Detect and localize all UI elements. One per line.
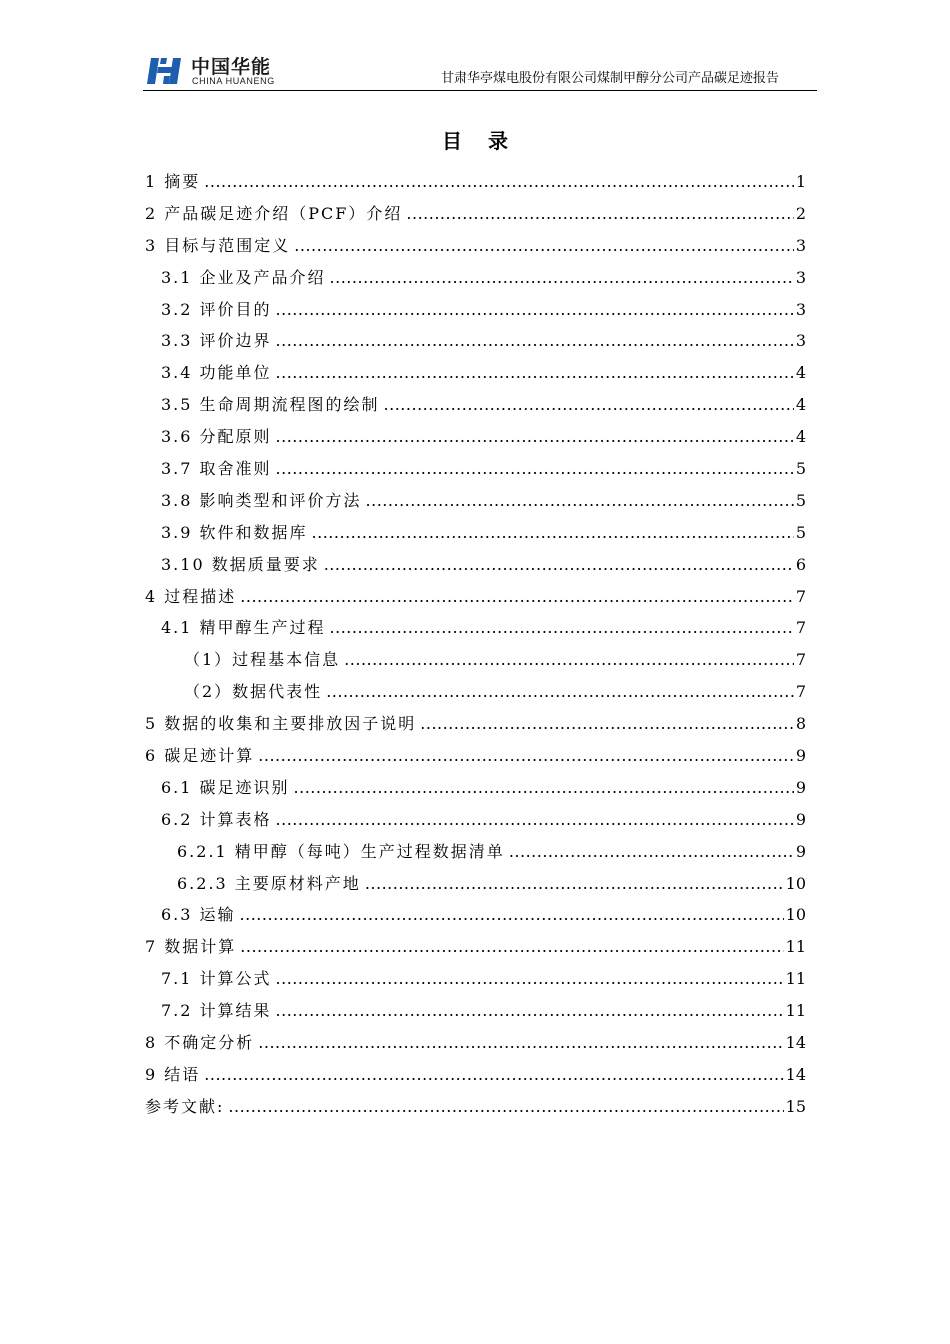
toc-entry-page: 9 bbox=[795, 809, 806, 829]
toc-entry-label: （1）过程基本信息 bbox=[184, 650, 341, 670]
toc-entry[interactable] bbox=[145, 966, 806, 998]
toc-entry[interactable] bbox=[145, 998, 806, 1030]
report-header-title: 甘肃华亭煤电股份有限公司煤制甲醇分公司产品碳足迹报告 bbox=[440, 71, 779, 86]
toc-entry-page: 11 bbox=[785, 969, 806, 989]
toc-leader-dots bbox=[276, 331, 794, 350]
huaneng-logo-icon bbox=[147, 54, 185, 88]
toc-leader-dots bbox=[420, 714, 794, 733]
toc-leader-dots bbox=[365, 874, 784, 893]
toc-entry-label: 7.2 计算结果 bbox=[161, 1001, 272, 1021]
toc-entry[interactable] bbox=[145, 902, 806, 934]
toc-entry-page: 7 bbox=[795, 650, 806, 670]
toc-entry-label: 3.10 数据质量要求 bbox=[161, 554, 320, 574]
toc-entry-page: 10 bbox=[785, 873, 806, 893]
toc-entry-label: 4 过程描述 bbox=[145, 586, 237, 606]
toc-entry-page: 14 bbox=[785, 1033, 806, 1053]
toc-leader-dots bbox=[276, 363, 794, 382]
toc-entry-page: 7 bbox=[795, 682, 806, 702]
logo-chinese-text: 中国华能 bbox=[191, 56, 272, 78]
toc-entry[interactable] bbox=[145, 520, 806, 552]
toc-leader-dots bbox=[276, 300, 794, 319]
toc-leader-dots bbox=[330, 268, 794, 287]
toc-entry[interactable] bbox=[145, 201, 806, 233]
toc-leader-dots bbox=[294, 236, 794, 255]
toc-entry-page: 3 bbox=[795, 331, 806, 351]
toc-entry-label: 3.7 取舍准则 bbox=[161, 459, 272, 479]
toc-leader-dots bbox=[276, 427, 794, 446]
toc-entry[interactable] bbox=[145, 1062, 806, 1094]
toc-leader-dots bbox=[344, 650, 794, 669]
toc-entry-label: 7 数据计算 bbox=[145, 937, 237, 957]
toc-leader-dots bbox=[406, 204, 793, 223]
toc-entry[interactable] bbox=[145, 488, 806, 520]
toc-leader-dots bbox=[240, 937, 783, 956]
toc-leader-dots bbox=[204, 172, 794, 191]
toc-title: 目录 bbox=[442, 129, 534, 153]
toc-entry-page: 2 bbox=[795, 203, 806, 223]
toc-entry-label: 3.6 分配原则 bbox=[161, 427, 272, 447]
toc-entry-page: 7 bbox=[795, 618, 806, 638]
toc-entry-page: 4 bbox=[795, 395, 806, 415]
toc-entry[interactable] bbox=[145, 615, 806, 647]
toc-leader-dots bbox=[258, 746, 794, 765]
toc-leader-dots bbox=[384, 395, 794, 414]
toc-entry-page: 3 bbox=[795, 299, 806, 319]
toc-entry[interactable] bbox=[145, 584, 806, 616]
toc-leader-dots bbox=[294, 778, 794, 797]
toc-entry-page: 11 bbox=[785, 1001, 806, 1021]
toc-entry[interactable] bbox=[145, 297, 806, 329]
toc-entry-page: 6 bbox=[795, 554, 806, 574]
toc-entry-label: 参考文献: bbox=[145, 1096, 225, 1116]
toc-entry-label: 3.9 软件和数据库 bbox=[161, 522, 308, 542]
table-of-contents bbox=[145, 169, 806, 1126]
toc-entry[interactable] bbox=[145, 679, 806, 711]
toc-entry-page: 14 bbox=[785, 1064, 806, 1084]
toc-leader-dots bbox=[276, 459, 794, 478]
toc-entry-label: 5 数据的收集和主要排放因子说明 bbox=[145, 714, 417, 734]
toc-entry-label: 3.8 影响类型和评价方法 bbox=[161, 490, 362, 510]
toc-entry-label: 6.1 碳足迹识别 bbox=[161, 777, 290, 797]
toc-entry-page: 9 bbox=[795, 777, 806, 797]
toc-entry[interactable] bbox=[145, 328, 806, 360]
toc-entry[interactable] bbox=[145, 265, 806, 297]
toc-leader-dots bbox=[366, 491, 794, 510]
toc-leader-dots bbox=[509, 842, 794, 861]
toc-entry-page: 3 bbox=[795, 235, 806, 255]
toc-entry[interactable] bbox=[145, 233, 806, 265]
toc-entry[interactable] bbox=[145, 360, 806, 392]
toc-leader-dots bbox=[312, 523, 794, 542]
toc-entry-page: 8 bbox=[795, 714, 806, 734]
toc-entry[interactable] bbox=[145, 1094, 806, 1126]
toc-leader-dots bbox=[228, 1097, 783, 1116]
toc-entry-label: 6.2.3 主要原材料产地 bbox=[177, 873, 361, 893]
toc-entry[interactable] bbox=[145, 871, 806, 903]
toc-entry-page: 9 bbox=[795, 746, 806, 766]
toc-entry-label: 2 产品碳足迹介绍（PCF）介绍 bbox=[145, 203, 403, 223]
toc-entry[interactable] bbox=[145, 1030, 806, 1062]
toc-entry-label: 4.1 精甲醇生产过程 bbox=[161, 618, 326, 638]
toc-entry[interactable] bbox=[145, 743, 806, 775]
toc-entry-page: 7 bbox=[795, 586, 806, 606]
toc-entry-label: 3.3 评价边界 bbox=[161, 331, 272, 351]
toc-entry[interactable] bbox=[145, 807, 806, 839]
toc-entry[interactable] bbox=[145, 711, 806, 743]
toc-leader-dots bbox=[276, 810, 794, 829]
toc-leader-dots bbox=[330, 618, 794, 637]
toc-entry-label: 1 摘要 bbox=[145, 172, 201, 191]
toc-entry[interactable] bbox=[145, 456, 806, 488]
toc-entry-label: 6.3 运输 bbox=[161, 905, 236, 925]
toc-entry-label: 3.2 评价目的 bbox=[161, 299, 272, 319]
toc-leader-dots bbox=[276, 969, 784, 988]
toc-entry-label: 3 目标与范围定义 bbox=[145, 235, 291, 255]
logo-english-text: CHINA HUANENG bbox=[192, 76, 275, 86]
toc-leader-dots bbox=[204, 1065, 783, 1084]
toc-entry-label: 6.2.1 精甲醇（每吨）生产过程数据清单 bbox=[177, 841, 505, 861]
toc-entry-label: 6 碳足迹计算 bbox=[145, 746, 255, 766]
toc-entry-page: 11 bbox=[785, 937, 806, 957]
toc-entry-label: 8 不确定分析 bbox=[145, 1033, 255, 1053]
page-header bbox=[143, 50, 817, 91]
toc-entry-page: 4 bbox=[795, 363, 806, 383]
toc-entry[interactable] bbox=[145, 775, 806, 807]
toc-entry-page: 5 bbox=[795, 490, 806, 510]
toc-leader-dots bbox=[258, 1033, 783, 1052]
toc-entry[interactable] bbox=[145, 934, 806, 966]
toc-entry-label: 6.2 计算表格 bbox=[161, 809, 272, 829]
toc-leader-dots bbox=[324, 555, 794, 574]
toc-entry-page: 1 bbox=[795, 172, 806, 191]
toc-leader-dots bbox=[276, 1001, 784, 1020]
toc-leader-dots bbox=[326, 682, 794, 701]
toc-entry-page: 5 bbox=[795, 459, 806, 479]
toc-leader-dots bbox=[240, 587, 794, 606]
toc-entry-page: 5 bbox=[795, 522, 806, 542]
toc-entry-label: 3.5 生命周期流程图的绘制 bbox=[161, 395, 380, 415]
toc-entry-page: 3 bbox=[795, 267, 806, 287]
toc-entry-label: 3.4 功能单位 bbox=[161, 363, 272, 383]
toc-entry-page: 10 bbox=[785, 905, 806, 925]
toc-entry-page: 9 bbox=[795, 841, 806, 861]
toc-entry[interactable] bbox=[145, 169, 806, 201]
toc-entry-page: 4 bbox=[795, 427, 806, 447]
toc-entry[interactable] bbox=[145, 647, 806, 679]
toc-entry[interactable] bbox=[145, 424, 806, 456]
toc-entry-label: 9 结语 bbox=[145, 1064, 201, 1084]
toc-entry-label: （2）数据代表性 bbox=[184, 682, 323, 702]
toc-entry[interactable] bbox=[145, 552, 806, 584]
toc-entry-label: 7.1 计算公式 bbox=[161, 969, 272, 989]
toc-entry-page: 15 bbox=[785, 1096, 806, 1116]
toc-entry-label: 3.1 企业及产品介绍 bbox=[161, 267, 326, 287]
toc-entry[interactable] bbox=[145, 392, 806, 424]
toc-leader-dots bbox=[240, 905, 784, 924]
toc-entry[interactable] bbox=[145, 839, 806, 871]
